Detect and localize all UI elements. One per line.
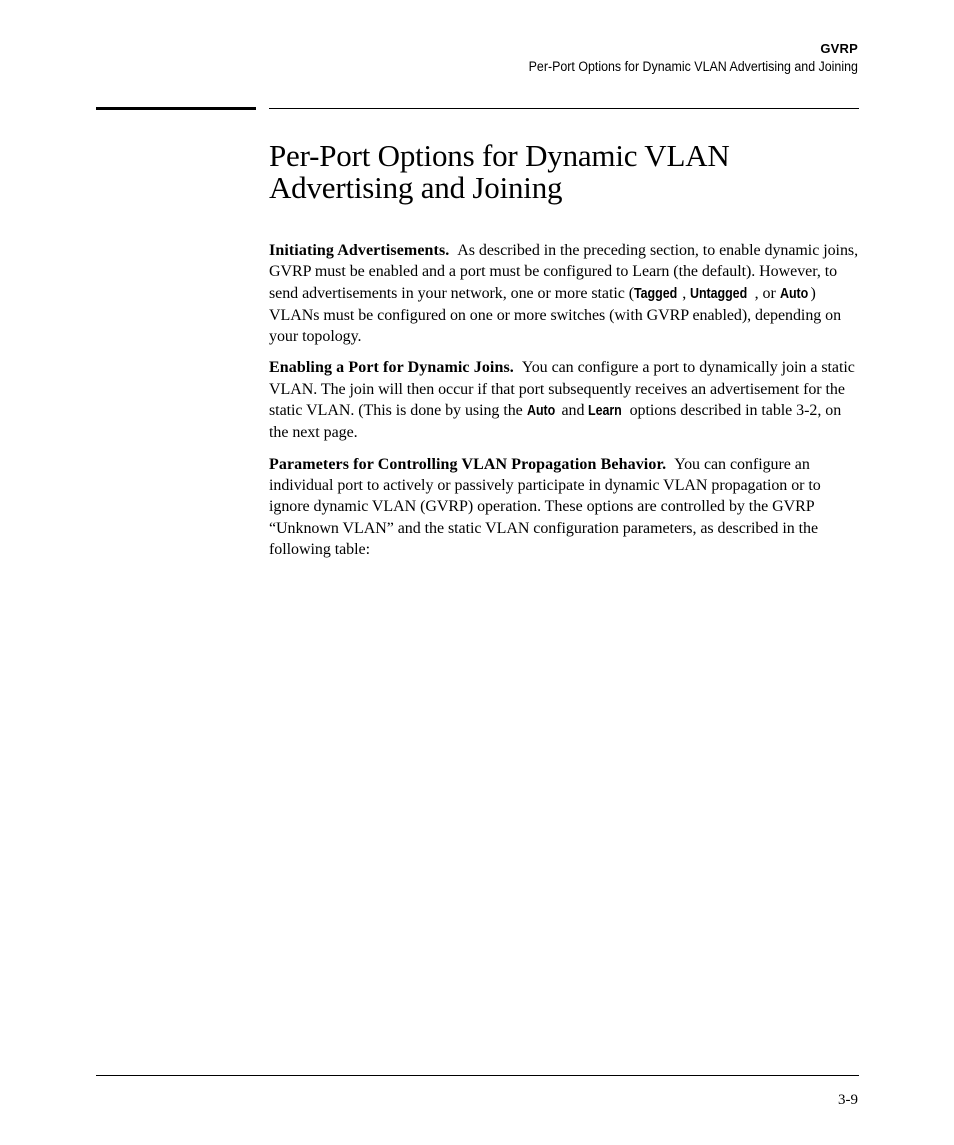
paragraph-propagation-behavior [269, 454, 861, 560]
paragraph-text: ) VLANs must be configured on one or more switches (with GVRP enabled), depending on your topology. [269, 284, 842, 346]
paragraph-text: and [557, 402, 589, 420]
paragraph-enabling-dynamic-joins [269, 357, 861, 443]
section-label: Per-Port Options for Dynamic VLAN Advertising and Joining [528, 59, 858, 74]
paragraph-lead: Initiating Advertisements. [269, 242, 450, 259]
chapter-label: GVRP [820, 41, 858, 56]
paragraph-text: As described in the preceding section, to enable dynamic joins, GVRP must be enabled and a port must be configured to Learn (the default). However, to send advertisements in your network, one or more static ( [269, 242, 859, 302]
keyword-learn: Learn [588, 403, 623, 420]
page-number: 3-9 [838, 1092, 858, 1108]
running-header [500, 40, 858, 76]
footer-rule [96, 1075, 859, 1076]
paragraph-text: You can configure a port to dynamically join a static VLAN. The join will then occur if that port subsequently receives an advertisement for the static VLAN. (This is done by using the [269, 359, 855, 420]
keyword-auto: Auto [779, 285, 808, 302]
paragraph-text: options described in table 3-2, on the next page. [269, 402, 842, 442]
main-content [269, 140, 861, 560]
page-title-line-1: Per-Port Options for Dynamic VLAN [269, 138, 730, 173]
keyword-untagged: Untagged [690, 285, 748, 302]
page-title-line-2: Advertising and Joining [269, 170, 563, 205]
keyword-auto: Auto [526, 403, 555, 420]
paragraph-text: , [682, 284, 691, 302]
header-rule-thick [96, 107, 256, 110]
paragraph-initiating-advertisements [269, 240, 861, 347]
header-rule-thin [269, 108, 859, 109]
paragraph-lead: Enabling a Port for Dynamic Joins. [269, 359, 514, 377]
paragraph-lead: Parameters for Controlling VLAN Propagation Behavior. [269, 455, 667, 473]
paragraph-text: , or [754, 284, 780, 302]
paragraph-text: You can configure an individual port to actively or passively participate in dynamic VLAN propagation or to ignore dynamic VLAN (GVRP) operation. These options are controlled by the GVRP “Unknown VLAN” and the static VLAN configuration parameters, as described in the following table: [269, 455, 821, 558]
keyword-tagged: Tagged [634, 285, 678, 302]
page-title [269, 140, 861, 204]
